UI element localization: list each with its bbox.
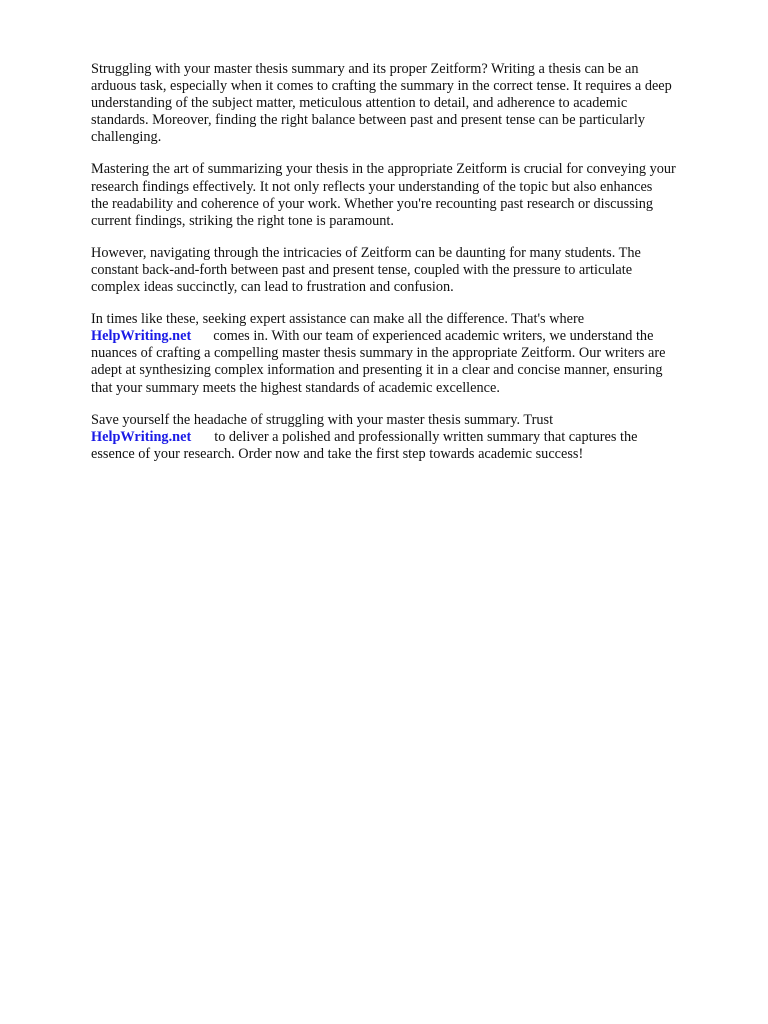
- paragraph-assistance: [91, 311, 731, 396]
- paragraph-mastering: [91, 161, 731, 229]
- text-line: Save yourself the headache of struggling with your master thesis summary. Trust: [91, 411, 554, 428]
- helpwriting-link[interactable]: HelpWriting.net: [91, 428, 192, 445]
- paragraph-navigating: [91, 245, 731, 296]
- text-line: standards. Moreover, finding the right balance between past and present tense can be particularly: [91, 112, 646, 129]
- text-line: complex ideas succinctly, can lead to frustration and confusion.: [91, 279, 454, 296]
- text-line: research findings effectively. It not only reflects your understanding of the topic but also enhances: [91, 178, 653, 195]
- text-line: Struggling with your master thesis summary and its proper Zeitform? Writing a thesis can be an: [91, 61, 639, 77]
- text-line: adept at synthesizing complex information and presenting it in a clear and concise manner, ensuring: [91, 362, 663, 379]
- text-line: current findings, striking the right tone is paramount.: [91, 212, 394, 229]
- document-body: [91, 61, 731, 478]
- text-line: Mastering the art of summarizing your thesis in the appropriate Zeitform is crucial for conveying your: [91, 161, 676, 178]
- text-line: understanding of the subject matter, meticulous attention to detail, and adherence to academic: [91, 95, 628, 112]
- text-line: essence of your research. Order now and take the first step towards academic success!: [91, 445, 584, 462]
- helpwriting-link[interactable]: HelpWriting.net: [91, 328, 192, 345]
- text-line: constant back-and-forth between past and present tense, coupled with the pressure to articulate: [91, 261, 633, 278]
- text-line-with-link: [91, 429, 731, 446]
- text-line: In times like these, seeking expert assistance can make all the difference. That's where: [91, 311, 585, 328]
- text-line: arduous task, especially when it comes to crafting the summary in the correct tense. It requires a deep: [91, 78, 672, 95]
- paragraph-intro: [91, 61, 731, 146]
- paragraph-closing: [91, 412, 731, 463]
- text-line: However, navigating through the intricacies of Zeitform can be daunting for many students. The: [91, 244, 641, 261]
- text-line: challenging.: [91, 129, 162, 146]
- text-fragment: comes in. With our team of experienced academic writers, we understand the: [213, 328, 654, 345]
- text-line: nuances of crafting a compelling master thesis summary in the appropriate Zeitform. Our writers are: [91, 345, 666, 362]
- text-line: the readability and coherence of your work. Whether you're recounting past research or discussing: [91, 195, 654, 212]
- text-line-with-link: [91, 328, 731, 345]
- text-line: that your summary meets the highest standards of academic excellence.: [91, 379, 500, 396]
- text-fragment: to deliver a polished and professionally written summary that captures the: [214, 428, 638, 445]
